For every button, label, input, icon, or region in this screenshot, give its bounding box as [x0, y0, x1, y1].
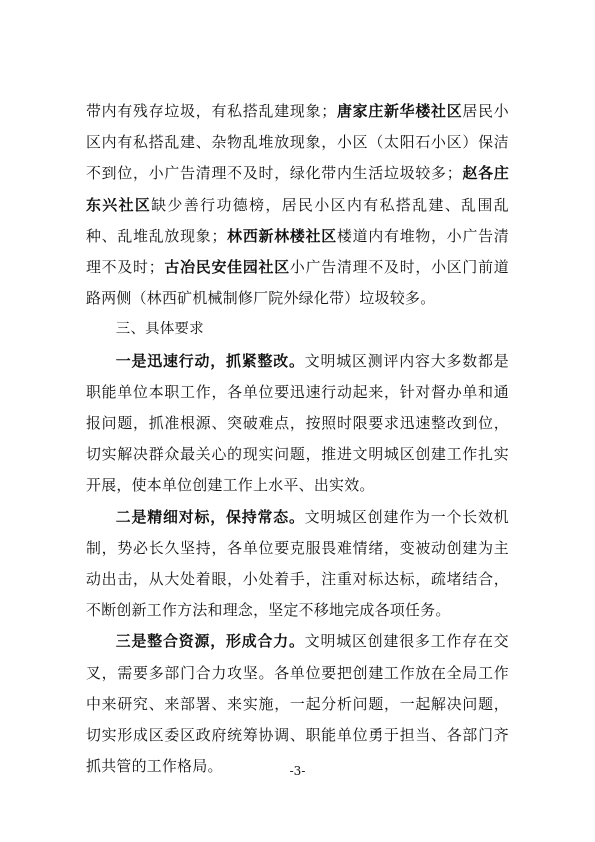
requirement-title: 一是迅速行动，抓紧整改。 — [115, 351, 305, 370]
requirement-text: 文明城区创建很多工作存在交叉，需要多部门合力攻坚。各单位要把创建工作放在全局工作中来研究、来部署、来实施，一起分析问题，一起解决问题，切实形成区委区政府统筹协调、职能单位勇于担当、各部门齐抓共管的工作格局。 — [86, 632, 509, 776]
community-name: 林西新林楼社区 — [226, 226, 337, 245]
requirement-2 — [86, 502, 509, 627]
document-body — [86, 96, 509, 782]
requirement-3 — [86, 626, 509, 782]
text-segment: 缺少善行功德榜，居民小区内有私搭乱建、乱围乱种、乱堆乱放现象； — [86, 195, 509, 245]
requirement-title: 三是整合资源，形成合力。 — [115, 632, 305, 651]
requirement-text: 文明城区创建作为一个长效机制，势必长久坚持，各单位要克服畏难情绪，变被动创建为主动出击，从大处着眼，小处着手，注重对标达标，疏堵结合，不断创新工作方法和理念，坚定不移地完成各项任务。 — [86, 507, 509, 620]
text-segment: 楼道内有堆物，小广告清理不及时； — [86, 226, 510, 277]
text-segment: 带内有残存垃圾，有私搭乱建现象； — [86, 102, 337, 120]
requirement-title: 二是精细对标，保持常态。 — [115, 507, 305, 526]
community-name: 古冶民安佳园社区 — [163, 258, 290, 277]
page-number: -3- — [289, 764, 306, 778]
paragraph-continued — [86, 96, 509, 314]
section-heading: 三、具体要求 — [115, 321, 204, 338]
requirement-text: 文明城区测评内容大多数都是职能单位本职工作，各单位要迅速行动起来，针对督办单和通报问题，抓准根源、突破难点，按照时限要求迅速整改到位，切实解决群众最关心的现实问题，推进文明城区创建工作扎实开展，使本单位创建工作上水平、出实效。 — [86, 351, 509, 495]
text-segment: 居民小区内有私搭乱建、杂物乱堆放现象，小区（太阳石小区）保洁不到位，小广告清理不及时，绿化带内生活垃圾较多； — [86, 102, 509, 183]
community-name: 唐家庄新华楼社区 — [336, 102, 463, 120]
requirement-1 — [86, 346, 509, 502]
community-name: 赵各庄东兴社区 — [86, 164, 510, 214]
text-segment: 小广告清理不及时，小区门前道路两侧（林西矿机械制修厂院外绿化带）垃圾较多。 — [86, 258, 509, 308]
